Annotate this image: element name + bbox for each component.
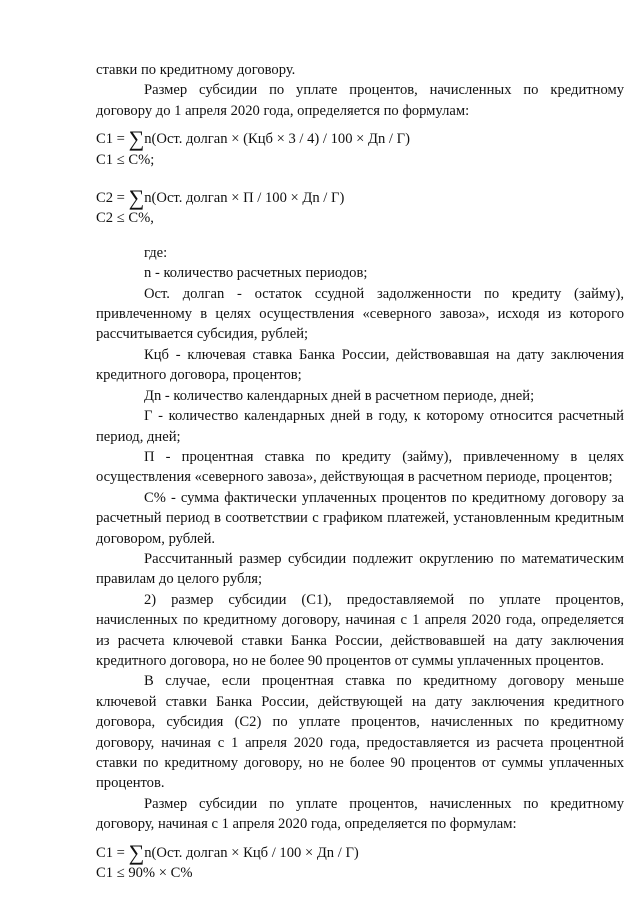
formula-2-condition: С2 ≤ С%, xyxy=(96,210,154,227)
where-label: где: xyxy=(144,244,168,261)
formula-3-condition: С1 ≤ 90% × С% xyxy=(96,865,193,882)
paragraph-case: В случае, если процентная ставка по кредитному договору меньше ключевой ставки Банка России, действующей на дату заключения кредитного договора, субсидия (С2) по уплате процентов, начисленных по кредитному договору, начиная с 1 апреля 2020 года, предоставляется из расчета процентной ставки по кредитному договору, но не более 90 процентов от суммы уплаченных процентов. xyxy=(96,673,624,792)
formula-1-condition: С1 ≤ С%; xyxy=(96,151,155,168)
formula-rhs: n(Ост. долгаn × (Кцб × 3 / 4) / 100 × Дn / Г) xyxy=(144,131,410,148)
definition-key-rate: Кцб - ключевая ставка Банка России, действовавшая на дату заключения кредитного договора, процентов; xyxy=(96,346,624,384)
definition-rate: П - процентная ставка по кредиту (займу), привлеченному в целях осуществления «северного завоза», действующая в расчетном периоде, процентов; xyxy=(96,448,624,486)
formula-rhs: n(Ост. долгаn × П / 100 × Дn / Г) xyxy=(144,190,345,207)
formula-3 xyxy=(96,839,624,865)
definition-paid-interest: С% - сумма фактически уплаченных процентов по кредитному договору за расчетный период в соответствии с графиком платежей, установленным кредитным договором, рублей. xyxy=(96,489,624,547)
definition-debt: Ост. долгаn - остаток ссудной задолженности по кредиту (займу), привлеченному в целях осуществления «северного завоза», исходя из которого рассчитывается субсидия, рублей; xyxy=(96,285,624,343)
definition-days: Дn - количество календарных дней в расчетном периоде, дней; xyxy=(144,387,535,404)
formula-rhs: n(Ост. долгаn × Кцб / 100 × Дn / Г) xyxy=(144,844,359,861)
formula-1 xyxy=(96,126,624,152)
formula-lhs: С1 = xyxy=(96,844,129,861)
definition-n: n - количество расчетных периодов; xyxy=(144,265,368,282)
sum-symbol: ∑ xyxy=(128,185,145,211)
paragraph: Размер субсидии по уплате процентов, начисленных по кредитному договору до 1 апреля 2020 года, определяется по формулам: xyxy=(96,82,624,119)
sum-symbol: ∑ xyxy=(128,126,145,152)
paragraph-rounding: Рассчитанный размер субсидии подлежит округлению по математическим правилам до целого рубля; xyxy=(96,550,624,588)
sum-symbol: ∑ xyxy=(128,839,145,865)
definition-year-days: Г - количество календарных дней в году, к которому относится расчетный период, дней; xyxy=(96,408,624,445)
document-body xyxy=(96,60,624,883)
formula-lhs: С2 = xyxy=(96,190,129,207)
paragraph-item-2: 2) размер субсидии (С1), предоставляемой по уплате процентов, начисленных по кредитному договору, начиная с 1 апреля 2020 года, определяется из расчета ключевой ставки Банка России, действовавшей на дату заключения кредитного договора, но не более 90 процентов от суммы уплаченных процентов. xyxy=(96,591,624,669)
paragraph-formulas-intro: Размер субсидии по уплате процентов, начисленных по кредитному договору, начиная с 1 апреля 2020 года, определяется по формулам: xyxy=(96,795,624,833)
spacer xyxy=(96,170,624,188)
formula-2 xyxy=(96,185,624,211)
formula-lhs: С1 = xyxy=(96,131,129,148)
paragraph: ставки по кредитному договору. xyxy=(96,62,296,78)
